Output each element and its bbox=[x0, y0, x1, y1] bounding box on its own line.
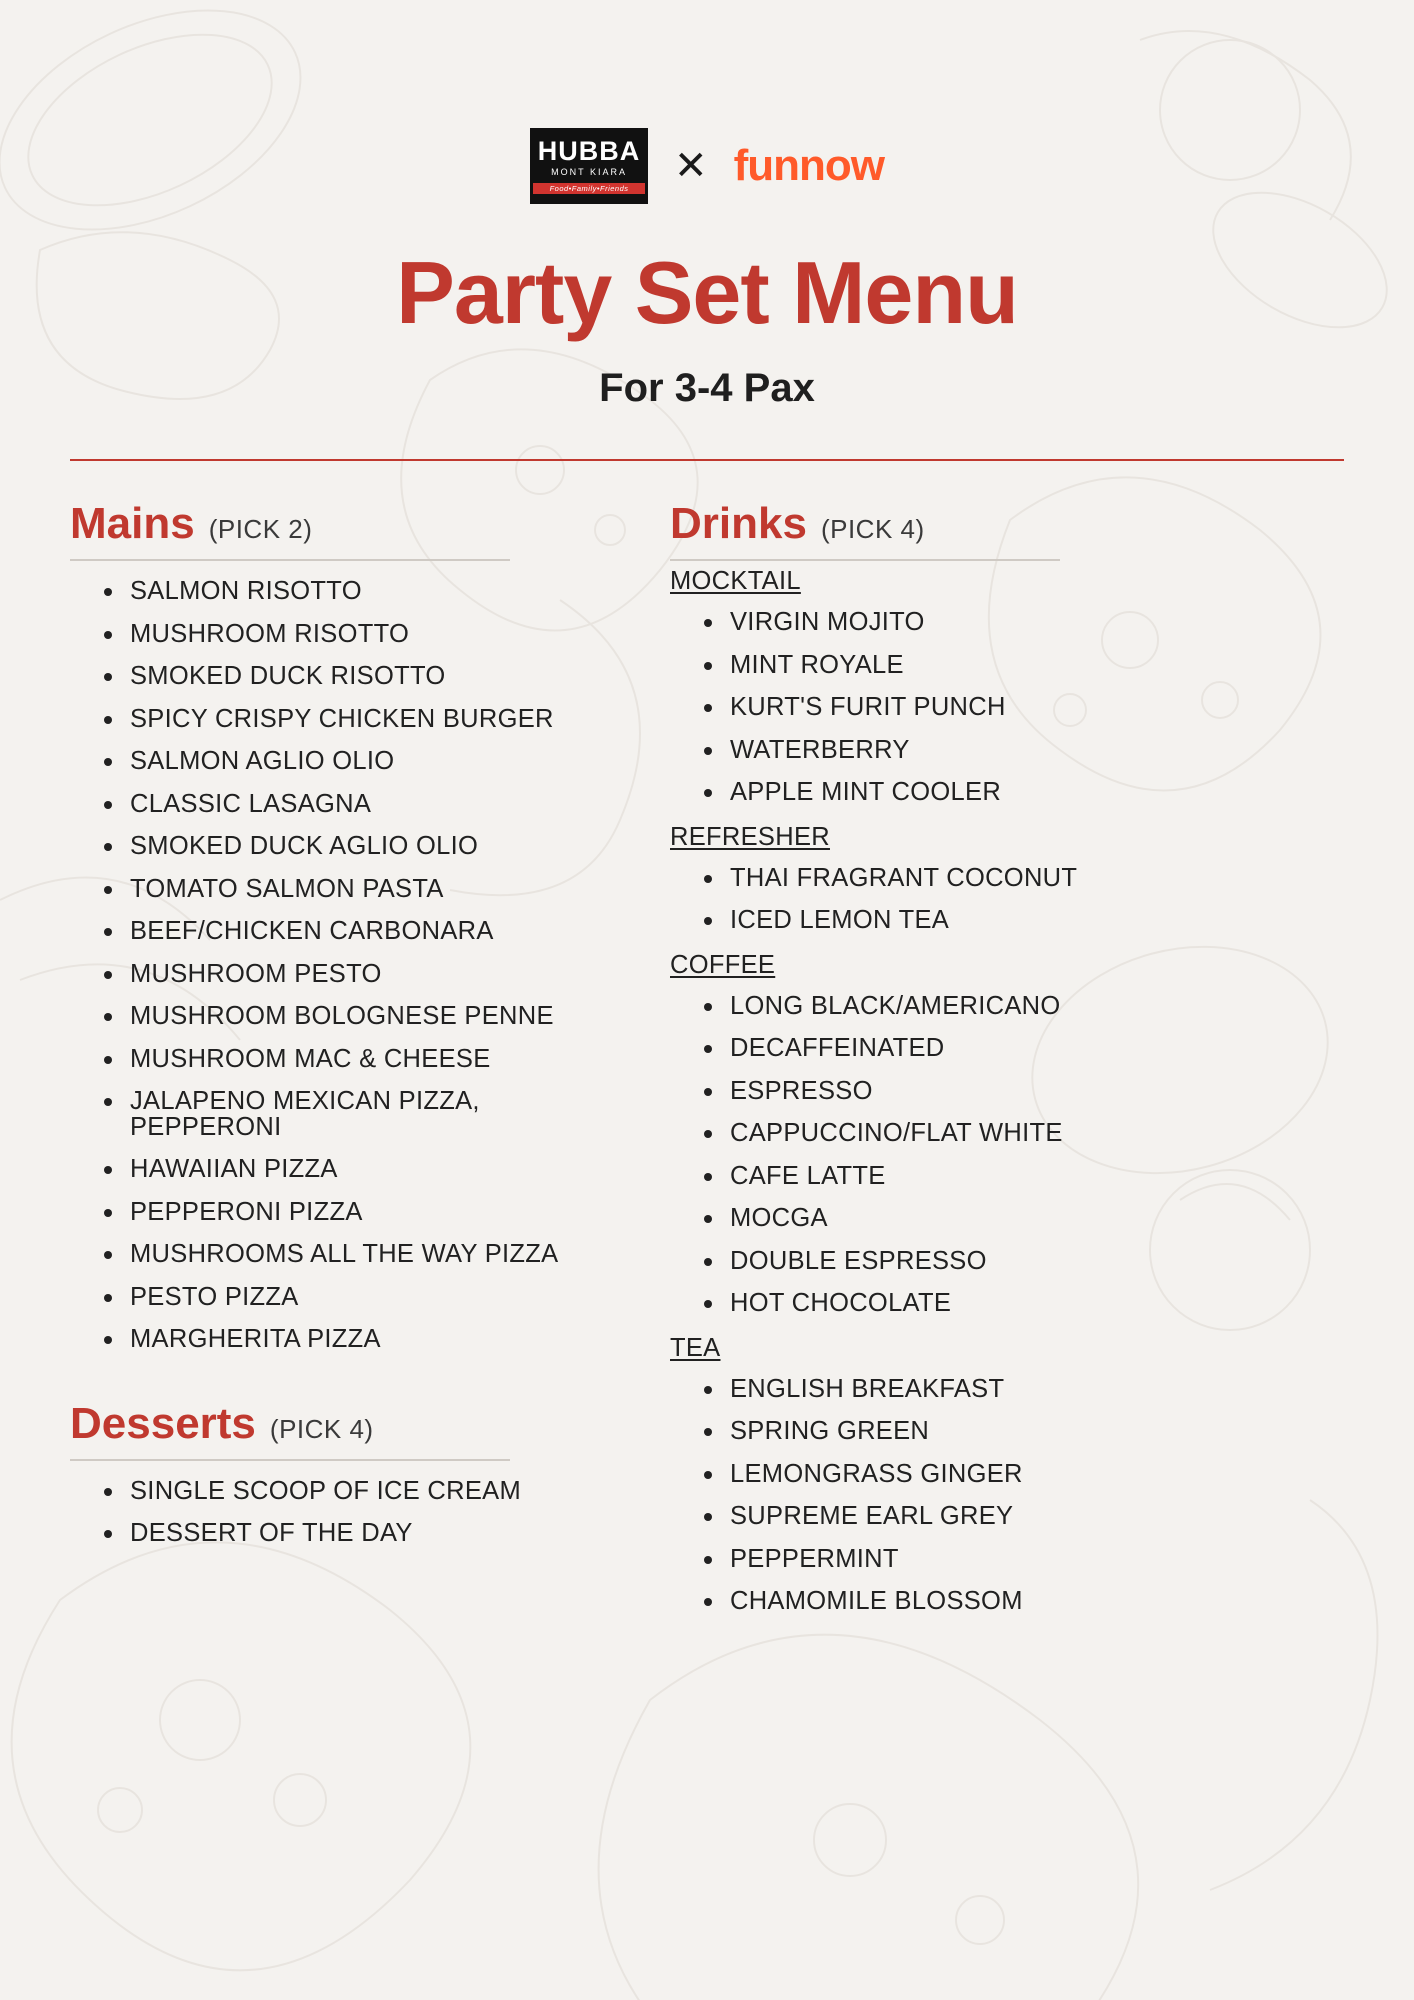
list-item: THAI FRAGRANT COCONUT bbox=[704, 866, 1344, 892]
drinks-group-mocktail bbox=[670, 567, 1344, 806]
list-item: SMOKED DUCK AGLIO OLIO bbox=[104, 834, 610, 860]
list-item: MUSHROOM PESTO bbox=[104, 962, 610, 988]
drinks-group-refresher bbox=[670, 823, 1344, 934]
brand-row bbox=[70, 0, 1344, 204]
list-item: HOT CHOCOLATE bbox=[704, 1291, 1344, 1317]
list-item: ESPRESSO bbox=[704, 1079, 1344, 1105]
list-item: MUSHROOMS ALL THE WAY PIZZA bbox=[104, 1242, 610, 1268]
drinks-list-refresher bbox=[670, 863, 1344, 934]
list-item: SUPREME EARL GREY bbox=[704, 1504, 1344, 1530]
list-item: PESTO PIZZA bbox=[104, 1285, 610, 1311]
list-item: PEPPERMINT bbox=[704, 1547, 1344, 1573]
page-subtitle: For 3-4 Pax bbox=[599, 366, 815, 410]
list-item: LONG BLACK/AMERICANO bbox=[704, 994, 1344, 1020]
list-item: CLASSIC LASAGNA bbox=[104, 792, 610, 818]
list-item: ENGLISH BREAKFAST bbox=[704, 1377, 1344, 1403]
desserts-section-header bbox=[70, 1399, 510, 1461]
list-item: MUSHROOM RISOTTO bbox=[104, 622, 610, 648]
list-item: TOMATO SALMON PASTA bbox=[104, 877, 610, 903]
group-label: MOCKTAIL bbox=[670, 567, 801, 595]
collab-cross-icon: ✕ bbox=[674, 144, 708, 188]
mains-section-header bbox=[70, 499, 510, 561]
page-title: Party Set Menu bbox=[396, 243, 1018, 342]
group-label: COFFEE bbox=[670, 950, 776, 979]
list-item: DECAFFEINATED bbox=[704, 1036, 1344, 1062]
list-item: DESSERT OF THE DAY bbox=[104, 1521, 610, 1547]
hubba-logo-main: HUBBA bbox=[537, 135, 641, 166]
list-item: ICED LEMON TEA bbox=[704, 908, 1344, 934]
list-item: SPRING GREEN bbox=[704, 1419, 1344, 1445]
hubba-logo bbox=[530, 128, 648, 204]
group-label: REFRESHER bbox=[670, 822, 830, 851]
list-item: BEEF/CHICKEN CARBONARA bbox=[104, 919, 610, 945]
header-divider bbox=[70, 459, 1344, 461]
list-item: VIRGIN MOJITO bbox=[704, 610, 1344, 636]
desserts-title: Desserts bbox=[70, 1398, 256, 1448]
drinks-list-mocktail bbox=[670, 610, 1344, 806]
left-column bbox=[70, 499, 610, 1632]
menu-columns bbox=[70, 499, 1344, 1632]
list-item: SPICY CRISPY CHICKEN BURGER bbox=[104, 707, 610, 733]
list-item: CAFE LATTE bbox=[704, 1164, 1344, 1190]
list-item: LEMONGRASS GINGER bbox=[704, 1462, 1344, 1488]
desserts-pick-count: (PICK 4) bbox=[269, 1413, 374, 1444]
group-label: TEA bbox=[670, 1333, 721, 1362]
drinks-group-tea bbox=[670, 1334, 1344, 1615]
list-item: WATERBERRY bbox=[704, 738, 1344, 764]
list-item: APPLE MINT COOLER bbox=[704, 780, 1344, 806]
list-item: MOCGA bbox=[704, 1206, 1344, 1232]
list-item: SINGLE SCOOP OF ICE CREAM bbox=[104, 1479, 610, 1505]
desserts-section bbox=[70, 1399, 610, 1547]
drinks-title: Drinks bbox=[670, 499, 807, 548]
list-item: CHAMOMILE BLOSSOM bbox=[704, 1589, 1344, 1615]
list-item: SALMON AGLIO OLIO bbox=[104, 749, 610, 775]
list-item: SMOKED DUCK RISOTTO bbox=[104, 664, 610, 690]
funnow-logo: funnow bbox=[733, 141, 884, 190]
mains-pick-count: (PICK 2) bbox=[208, 514, 313, 544]
list-item: PEPPERONI PIZZA bbox=[104, 1200, 610, 1226]
list-item: MARGHERITA PIZZA bbox=[104, 1327, 610, 1353]
hubba-logo-sub: MONT KIARA bbox=[551, 166, 627, 177]
mains-list bbox=[70, 579, 610, 1353]
list-item: KURT'S FURIT PUNCH bbox=[704, 695, 1344, 721]
right-column bbox=[670, 499, 1344, 1632]
list-item: SALMON RISOTTO bbox=[104, 579, 610, 605]
list-item: MUSHROOM BOLOGNESE PENNE bbox=[104, 1004, 610, 1030]
list-item: CAPPUCCINO/FLAT WHITE bbox=[704, 1121, 1344, 1147]
list-item: JALAPENO MEXICAN PIZZA, PEPPERONI bbox=[104, 1089, 610, 1140]
drinks-section-header bbox=[670, 499, 1060, 561]
list-item: HAWAIIAN PIZZA bbox=[104, 1157, 610, 1183]
desserts-list bbox=[70, 1476, 610, 1547]
drinks-list-tea bbox=[670, 1374, 1344, 1615]
drinks-list-coffee bbox=[670, 991, 1344, 1317]
hubba-logo-tagline: Food•Family•Friends bbox=[533, 183, 645, 195]
list-item: DOUBLE ESPRESSO bbox=[704, 1249, 1344, 1275]
list-item: MINT ROYALE bbox=[704, 653, 1344, 679]
list-item: MUSHROOM MAC & CHEESE bbox=[104, 1047, 610, 1073]
mains-title: Mains bbox=[70, 499, 195, 548]
drinks-pick-count: (PICK 4) bbox=[820, 514, 925, 544]
drinks-group-coffee bbox=[670, 951, 1344, 1317]
